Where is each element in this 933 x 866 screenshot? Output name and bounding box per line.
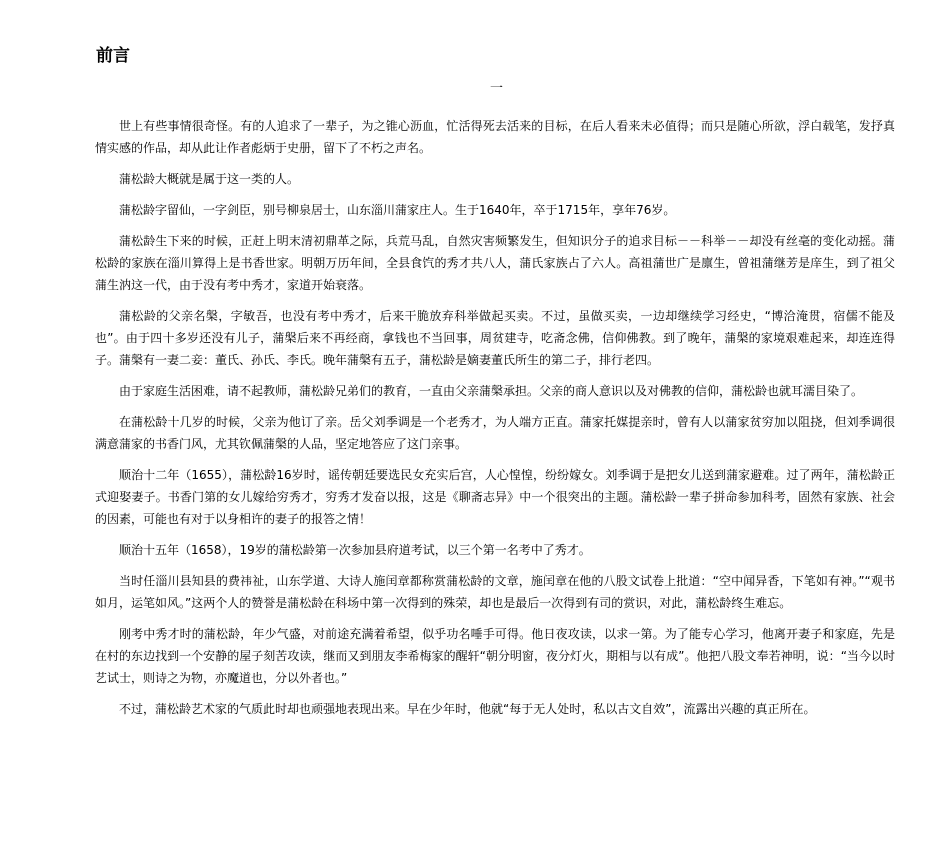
paragraph: 蒲松龄大概就是属于这一类的人。: [119, 172, 300, 186]
paragraph: 蒲松龄的父亲名槃，字敏吾，也没有考中秀才，后来干脆放弃科举做起买卖。不过，虽做买卖，一边却继续学习经史，“博洽淹贯，宿儒不能及也”。由于四十多岁还没有儿子，蒲槃后来不再经商，拿钱也不当回事，周贫建寺，吃斋念佛，信仰佛教。到了晚年，蒲槃的家境艰难起来，却连连得子。蒲槃有一妻二妾：董氏、孙氏、李氏。晚年蒲槃有五子，蒲松龄是嫡妻董氏所生的第二子，排行老四。: [95, 309, 895, 367]
paragraph: 顺治十二年（1655），蒲松龄16岁时，谣传朝廷要选民女充实后宫，人心惶惶，纷纷嫁女。刘季调于是把女儿送到蒲家避难。过了两年，蒲松龄正式迎娶妻子。书香门第的女儿嫁给穷秀才，穷秀才发奋以报，这是《聊斋志异》中一个很突出的主题。蒲松龄一辈子拼命参加科考，固然有家族、社会的因素，可能也有对于以身相许的妻子的报答之情！: [95, 468, 895, 526]
paragraph: 世上有些事情很奇怪。有的人追求了一辈子，为之锥心沥血，忙活得死去活来的目标，在后人看来未必值得；而只是随心所欲，浮白载笔，发抒真情实感的作品，却从此让作者彪炳于史册，留下了不朽之声名。: [95, 119, 895, 155]
document-body: [95, 115, 895, 729]
paragraph: 在蒲松龄十几岁的时候，父亲为他订了亲。岳父刘季调是一个老秀才，为人端方正直。蒲家托媒提亲时，曾有人以蒲家贫穷加以阻挠，但刘季调很满意蒲家的书香门风，尤其钦佩蒲槃的人品，坚定地答应了这门亲事。: [95, 415, 895, 451]
paragraph: 当时任淄川县知县的费祎祉，山东学道、大诗人施闰章都称赏蒲松龄的文章，施闰章在他的八股文试卷上批道：“空中闻异香，下笔如有神。”“观书如月，运笔如风。”这两个人的赞誉是蒲松龄在科场中第一次得到的殊荣，却也是最后一次得到有司的赏识，对此，蒲松龄终生难忘。: [95, 574, 895, 610]
paragraph: 由于家庭生活困难，请不起教师，蒲松龄兄弟们的教育，一直由父亲蒲槃承担。父亲的商人意识以及对佛教的信仰，蒲松龄也就耳濡目染了。: [119, 384, 864, 398]
paragraph: 蒲松龄生下来的时候，正赶上明末清初鼎革之际，兵荒马乱，自然灾害频繁发生，但知识分子的追求目标－－科举－－却没有丝毫的变化动摇。蒲松龄的家族在淄川算得上是书香世家。明朝万历年间，全县食饩的秀才共八人，蒲氏家族占了六人。高祖蒲世广是廪生，曾祖蒲继芳是庠生，到了祖父蒲生汭这一代，由于没有考中秀才，家道开始衰落。: [95, 234, 895, 292]
page-title: 前言: [96, 46, 130, 66]
paragraph: 顺治十五年（1658），19岁的蒲松龄第一次参加县府道考试，以三个第一名考中了秀才。: [119, 543, 591, 557]
paragraph: 刚考中秀才时的蒲松龄，年少气盛，对前途充满着希望，似乎功名唾手可得。他日夜攻读，以求一第。为了能专心学习，他离开妻子和家庭，先是在村的东边找到一个安静的屋子刻苦攻读，继而又到朋友李希梅家的醒轩“朝分明窗，夜分灯火，期相与以有成”。他把八股文奉若神明，说：“当今以时艺试士，则诗之为物，亦魔道也，分以外者也。”: [95, 627, 895, 685]
paragraph: 蒲松龄字留仙，一字剑臣，别号柳泉居士，山东淄川蒲家庄人。生于1640年，卒于1715年，享年76岁。: [119, 203, 676, 217]
section-number: 一: [490, 81, 504, 96]
paragraph: 不过，蒲松龄艺术家的气质此时却也顽强地表现出来。早在少年时，他就“每于无人处时，私以古文自效”，流露出兴趣的真正所在。: [119, 702, 816, 716]
